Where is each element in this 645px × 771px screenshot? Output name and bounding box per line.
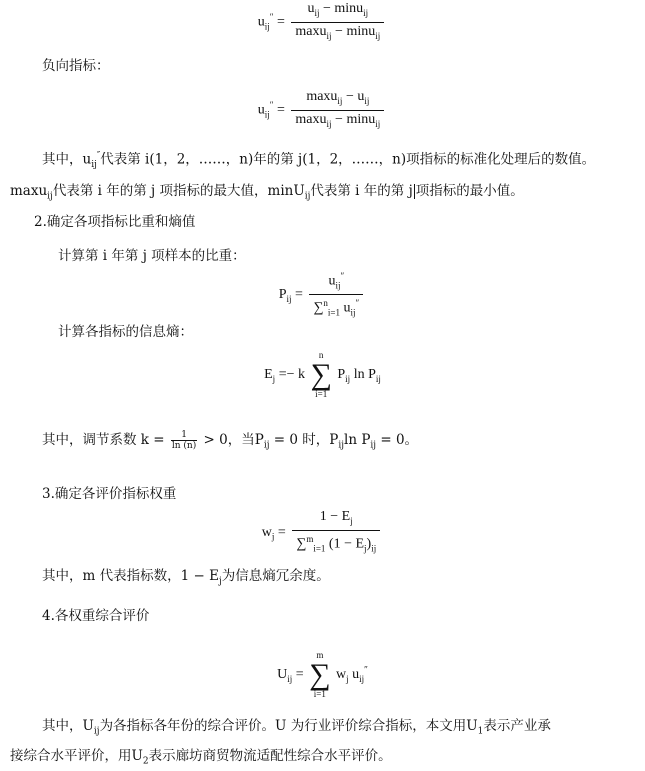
section-heading-4: 4.各权重综合评价	[42, 608, 150, 624]
fraction: $\frac{\max u_{ij} - u_{ij}}{\max u_{ij} - \min u_{ij}}$	[291, 88, 384, 133]
summation: n ∑ i=1	[310, 350, 332, 399]
fraction: $\frac{u_{ij}''}{\sum^n_{i=1} u_{ij}''}$	[309, 268, 363, 322]
paragraph-conclusion: 其中，$U_{ij}$为各指标各年份的综合评价。U 为行业评价综合指标，本文用$U_1$表示产业承 接综合水平评价，用$U_2$表示廊坊商贸物流适配性综合水平评价。	[10, 718, 551, 767]
paragraph-redundancy: 其中，m 代表指标数，$1 - E_j$为信息熵冗余度。	[42, 568, 330, 587]
section-heading-2: 2.确定各项指标比重和熵值	[34, 214, 196, 230]
negative-indicator-label: 负向指标：	[42, 58, 110, 74]
equation-weight: $w_j$ = $\frac{1 - E_j}{\sum^m_{i=1} (1 - E_j)_{ij}}$	[0, 508, 645, 557]
calc-weight-label: 计算第 i 年第 j 项样本的比重：	[58, 248, 246, 264]
text-cursor	[414, 184, 415, 199]
equation-comprehensive: $U_{ij}$ = m ∑ i=1 $w_j$ $u_{ij}''$	[277, 650, 368, 699]
summation: m ∑ i=1	[309, 650, 331, 699]
fraction: $\frac{1 - E_j}{\sum^m_{i=1} (1 - E_j)_{ij}}$	[292, 508, 380, 557]
paragraph-coefficient: 其中，调节系数 k = $\frac{1}{\ln (n)}$ > 0，当$P_{ij} = 0$ 时，$P_{ij}\ln$ $P_{ij} = 0$。	[42, 430, 419, 451]
fraction-1-over-ln-n: $\frac{1}{\ln (n)}$	[171, 430, 197, 451]
equation-entropy: $E_j =- k$ n ∑ i=1 $P_{ij}$ $\ln P_{ij}$	[264, 350, 381, 399]
equation-negative-normalization: $u_{ij}''$ = $\frac{\max u_{ij} - u_{ij}}{\max u_{ij} - \min u_{ij}}$	[0, 88, 645, 133]
fraction: $\frac{u_{ij} - \min u_{ij}}{\max u_{ij} - \min u_{ij}}$	[291, 0, 384, 45]
equation-proportion: $P_{ij}$ = $\frac{u_{ij}''}{\sum^n_{i=1} u_{ij}''}$	[0, 268, 645, 322]
equation-positive-normalization: $u_{ij}''$ = $\frac{u_{ij} - \min u_{ij}}{\max u_{ij} - \min u_{ij}}$	[0, 0, 645, 45]
calc-entropy-label: 计算各指标的信息熵：	[58, 324, 193, 340]
section-heading-3: 3.确定各评价指标权重	[42, 486, 177, 502]
paragraph-definitions: 其中，$u_{ij}''$代表第 i(1，2，……，n)年的第 j(1，2，……，n)项指标的标准化处理后的数值。 maxu$_{ij}$代表第 i 年的第 j 项指标的最大值，minU$_{ij}$代表第 i 年的第 j 项指标的最小值。	[10, 151, 596, 202]
